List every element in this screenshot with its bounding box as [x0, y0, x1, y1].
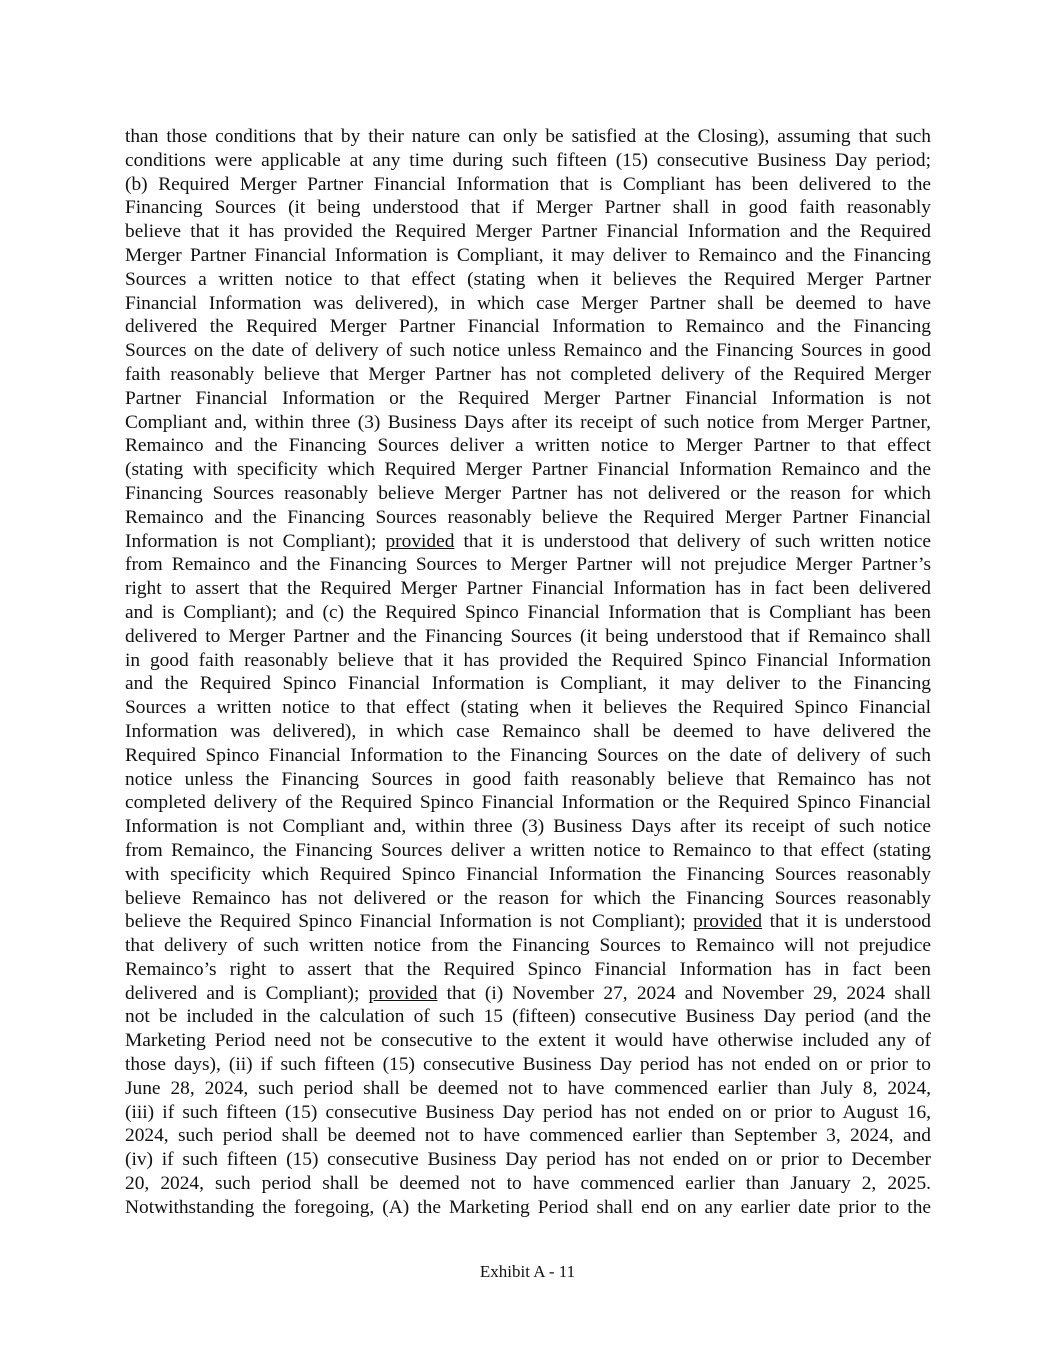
text-line: believe Remainco has not delivered or the reason for which the Financing Sources reasonably [125, 887, 931, 909]
text-line: right to assert that the Required Merger Partner Financial Information has in fact been delivered [125, 578, 931, 600]
text-segment: that (i) November 27, 2024 and November 29, 2024 shall [437, 982, 931, 1004]
text-line: Merger Partner Financial Information is Compliant, it may deliver to Remainco and the Financing [125, 244, 931, 266]
text-segment: Information is not Compliant); [125, 530, 386, 552]
text-line: Remainco’s right to assert that the Required Spinco Financial Information has in fact been [125, 958, 931, 980]
page-footer: Exhibit A - 11 [479, 1262, 576, 1281]
text-line: from Remainco and the Financing Sources to Merger Partner will not prejudice Merger Partner’s [125, 554, 931, 576]
text-line: Required Spinco Financial Information to the Financing Sources on the date of delivery of such [125, 744, 931, 766]
text-line: not be included in the calculation of such 15 (fifteen) consecutive Business Day period (and the [125, 1006, 931, 1028]
text-line: Partner Financial Information or the Required Merger Partner Financial Information is not [125, 387, 931, 409]
text-line: (b) Required Merger Partner Financial Information that is Compliant has been delivered to the [125, 173, 931, 195]
text-segment: that it is understood [762, 911, 931, 933]
text-line: Information is not Compliant and, within three (3) Business Days after its receipt of such notice [125, 816, 931, 838]
text-line [125, 982, 931, 1006]
text-line: believe that it has provided the Required Merger Partner Financial Information and the Required [125, 221, 931, 243]
text-line: Sources a written notice to that effect (stating when it believes the Required Spinco Financial [125, 697, 931, 719]
text-line: Remainco and the Financing Sources reasonably believe the Required Merger Partner Financial [125, 506, 931, 528]
text-line: Marketing Period need not be consecutive to the extent it would have otherwise included any of [125, 1030, 931, 1052]
text-line [125, 530, 931, 554]
text-line: 20, 2024, such period shall be deemed not to have commenced earlier than January 2, 2025. [125, 1173, 931, 1195]
text-line: 2024, such period shall be deemed not to have commenced earlier than September 3, 2024, and [125, 1125, 931, 1147]
text-line: completed delivery of the Required Spinco Financial Information or the Required Spinco Financial [125, 792, 931, 814]
text-line: that delivery of such written notice from the Financing Sources to Remainco will not prejudice [125, 935, 931, 957]
text-segment: believe the Required Spinco Financial Information is not Compliant); [125, 911, 694, 933]
text-line: Financing Sources reasonably believe Merger Partner has not delivered or the reason for which [125, 482, 931, 504]
text-line: Information was delivered), in which case Remainco shall be deemed to have delivered the [125, 720, 931, 742]
text-line: those days), (ii) if such fifteen (15) consecutive Business Day period has not ended on or prior to [125, 1054, 931, 1076]
underlined-term: provided [693, 911, 763, 933]
text-line: (stating with specificity which Required Merger Partner Financial Information Remainco and the [125, 459, 931, 481]
text-line: conditions were applicable at any time during such fifteen (15) consecutive Business Day period; [125, 149, 931, 171]
text-line: and the Required Spinco Financial Information is Compliant, it may deliver to the Financing [125, 673, 931, 695]
text-line: delivered to Merger Partner and the Financing Sources (it being understood that if Remainco shall [125, 625, 931, 647]
text-line: Compliant and, within three (3) Business Days after its receipt of such notice from Merger Partner, [125, 411, 931, 433]
text-line: and is Compliant); and (c) the Required Spinco Financial Information that is Compliant has been [125, 601, 931, 623]
text-line: faith reasonably believe that Merger Partner has not completed delivery of the Required Merger [125, 363, 931, 385]
text-line: June 28, 2024, such period shall be deemed not to have commenced earlier than July 8, 2024, [125, 1077, 931, 1099]
text-line: in good faith reasonably believe that it has provided the Required Spinco Financial Information [125, 649, 931, 671]
document-body [125, 125, 931, 1220]
text-line: from Remainco, the Financing Sources deliver a written notice to Remainco to that effect (stating [125, 839, 931, 861]
text-line: Sources on the date of delivery of such notice unless Remainco and the Financing Sources in good [125, 340, 931, 362]
text-line: Remainco and the Financing Sources deliver a written notice to Merger Partner to that effect [125, 435, 931, 457]
text-line: notice unless the Financing Sources in good faith reasonably believe that Remainco has not [125, 768, 931, 790]
text-line: Financial Information was delivered), in which case Merger Partner shall be deemed to have [125, 292, 931, 314]
text-line [125, 910, 931, 934]
text-line: Notwithstanding the foregoing, (A) the Marketing Period shall end on any earlier date prior to the [125, 1196, 931, 1218]
underlined-term: provided [385, 530, 455, 552]
underlined-term: provided [368, 982, 438, 1004]
text-segment: that it is understood that delivery of such written notice [454, 530, 931, 552]
text-line: Sources a written notice to that effect (stating when it believes the Required Merger Partner [125, 268, 931, 290]
text-line: Financing Sources (it being understood that if Merger Partner shall in good faith reasonably [125, 197, 931, 219]
text-segment: delivered and is Compliant); [125, 982, 369, 1004]
text-line: than those conditions that by their nature can only be satisfied at the Closing), assuming that such [125, 126, 931, 147]
text-line: delivered the Required Merger Partner Financial Information to Remainco and the Financing [125, 316, 931, 338]
text-line: (iv) if such fifteen (15) consecutive Business Day period has not ended on or prior to December [125, 1149, 931, 1171]
text-line: with specificity which Required Spinco Financial Information the Financing Sources reasonably [125, 863, 931, 885]
text-line: (iii) if such fifteen (15) consecutive Business Day period has not ended on or prior to August 16, [125, 1101, 931, 1123]
